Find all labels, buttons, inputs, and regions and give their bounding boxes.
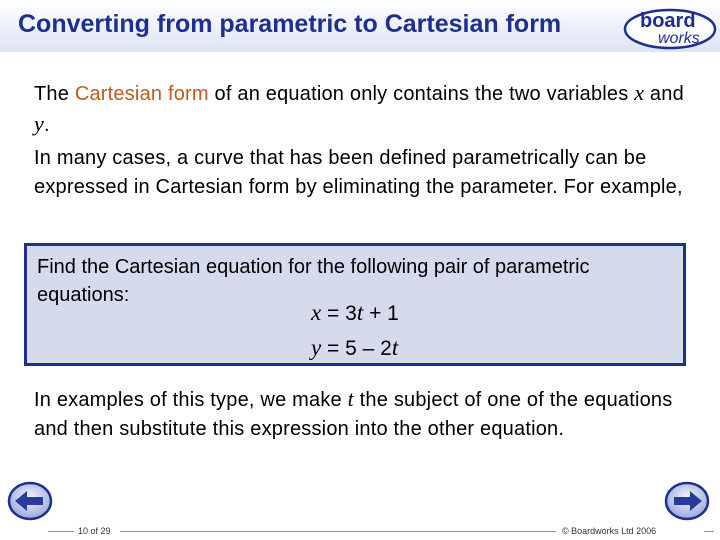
paragraph-cartesian-definition: The Cartesian form of an equation only contains the two variables x and y. [34,80,684,136]
example-prompt: Find the Cartesian equation for the following pair of parametric equations: [37,256,590,306]
slide-title: Converting from parametric to Cartesian form [18,10,562,38]
cartesian-form-highlight: Cartesian form [74,83,209,105]
paragraph-method: In examples of this type, we make t the subject of one of the equations and then substitute this expression into the other equation. [34,386,673,440]
logo-text-board: board [640,10,696,32]
arrow-left-icon[interactable] [7,481,53,521]
equation-x: x = 3t + 1 [311,300,399,325]
paragraph-elimination: In many cases, a curve that has been defined parametrically can be expressed in Cartesian form by eliminating the parameter. For example, [34,147,683,198]
footer-divider [48,531,74,532]
boardworks-logo [622,5,718,51]
page-number: 10 of 29 [78,526,111,536]
logo-text-works: works [658,30,700,47]
equation-y: y = 5 – 2t [311,335,399,360]
example-box [24,243,686,366]
arrow-right-icon[interactable] [664,481,710,521]
footer-divider [704,531,714,532]
copyright: © Boardworks Ltd 2006 [562,526,657,536]
footer-divider [120,531,556,532]
